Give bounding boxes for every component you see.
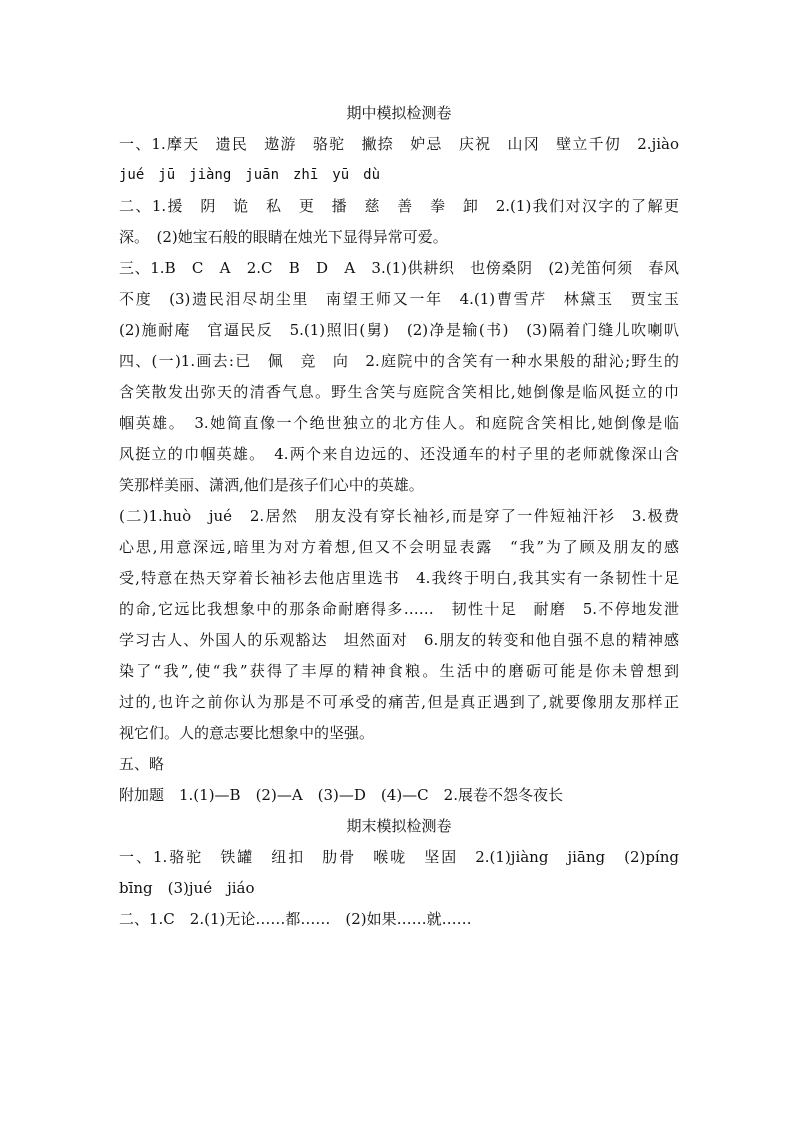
answer-line: jué jū jiàng juān zhī yū dù <box>119 167 381 183</box>
section-title-final: 期末模拟检测卷 <box>346 817 452 835</box>
answer-line: 染了“我”,使“我”获得了丰厚的精神食粮。生活中的磨砺可能是你未曾想到 <box>119 662 679 680</box>
section-title-midterm: 期中模拟检测卷 <box>346 104 452 122</box>
answer-line: (二)1.huò jué 2.居然 朋友没有穿长袖衫,而是穿了一件短袖汗衫 3.极费 <box>119 507 679 525</box>
answer-line: 不度 (3)遗民泪尽胡尘里 南望王师又一年 4.(1)曹雪芹 林黛玉 贾宝玉 <box>119 290 679 308</box>
answer-line: 一、1.骆驼 铁罐 纽扣 肋骨 喉咙 坚固 2.(1)jiàng jiāng (2)píng <box>119 848 679 866</box>
answer-line: bīng (3)jué jiáo <box>119 879 255 897</box>
answer-line: 受,特意在热天穿着长袖衫去他店里选书 4.我终于明白,我其实有一条韧性十足 <box>119 569 679 587</box>
answer-line: 风挺立的巾帼英雄。 4.两个来自边远的、还没通车的村子里的老师就像深山含 <box>119 445 679 463</box>
answer-line: 含笑散发出弥天的清香气息。野生含笑与庭院含笑相比,她倒像是临风挺立的巾 <box>119 383 679 401</box>
answer-line: 一、1.摩天 遗民 遨游 骆驼 撇捺 妒忌 庆祝 山冈 壁立千仞 2.jiào <box>119 135 679 153</box>
answer-line: 学习古人、外国人的乐观豁达 坦然面对 6.朋友的转变和他自强不息的精神感 <box>119 631 679 649</box>
answer-line: 深。 (2)她宝石般的眼睛在烛光下显得异常可爱。 <box>119 228 448 246</box>
answer-line: 心思,用意深远,暗里为对方着想,但又不会明显表露 “我”为了顾及朋友的感 <box>119 538 679 556</box>
answer-line: 笑那样美丽、潇洒,他们是孩子们心中的英雄。 <box>119 476 424 494</box>
answer-line: 的命,它远比我想象中的那条命耐磨得多…… 韧性十足 耐磨 5.不停地发泄 <box>119 600 679 618</box>
answer-line: 三、1.B C A 2.C B D A 3.(1)供耕织 也傍桑阴 (2)羌笛何须 春风 <box>119 259 679 277</box>
answer-line: 二、1.援 阴 诡 私 更 播 慈 善 拳 卸 2.(1)我们对汉字的了解更 <box>119 197 679 215</box>
answer-line: 二、1.C 2.(1)无论……都…… (2)如果……就…… <box>119 910 472 928</box>
answer-line: 四、(一)1.画去:已 佩 竞 向 2.庭院中的含笑有一种水果般的甜沁;野生的 <box>119 352 679 370</box>
answer-line: 帼英雄。 3.她简直像一个绝世独立的北方佳人。和庭院含笑相比,她倒像是临 <box>119 414 679 432</box>
answer-line: 五、略 <box>119 755 165 773</box>
answer-line: (2)施耐庵 官逼民反 5.(1)照旧(舅) (2)净是输(书) (3)隔着门缝儿吹喇叭 <box>119 321 679 339</box>
answer-line: 附加题 1.(1)—B (2)—A (3)—D (4)—C 2.展卷不怨冬夜长 <box>119 786 563 804</box>
answer-line: 过的,也许之前你认为那是不可承受的痛苦,但是真正遇到了,就要像朋友那样正 <box>119 693 679 711</box>
answer-key-content <box>119 98 679 935</box>
answer-line: 视它们。人的意志要比想象中的坚强。 <box>119 724 375 742</box>
